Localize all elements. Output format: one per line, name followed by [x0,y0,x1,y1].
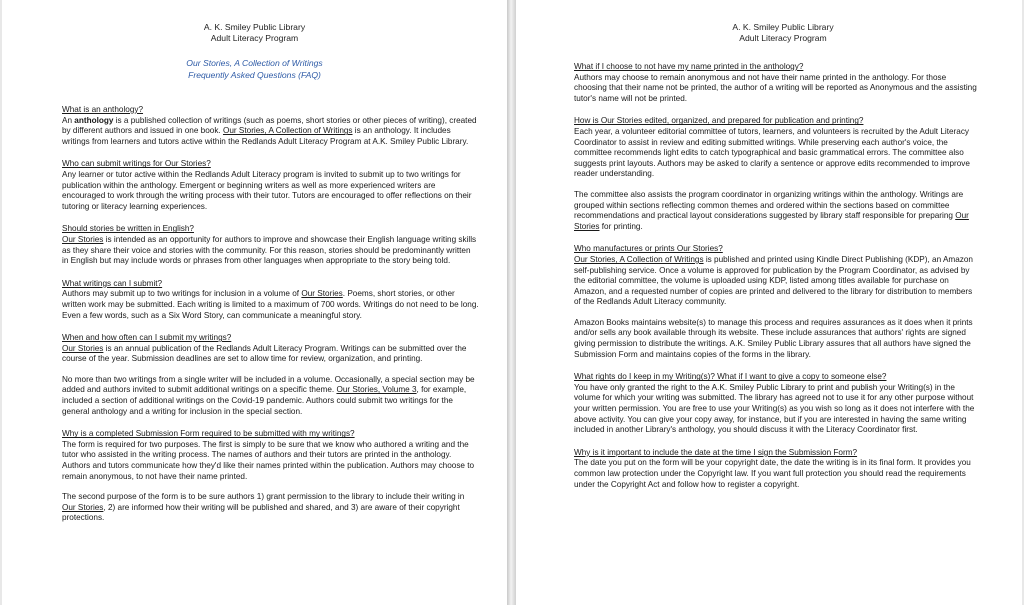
answer-text: The second purpose of the form is to be sure authors 1) grant permission to the library to include their writing in [62,492,465,502]
faq-answer-paragraph [574,255,978,308]
faq-section [574,62,978,104]
faq-answer-paragraph [574,383,978,436]
faq-section [574,116,978,232]
document-header [30,22,479,44]
answer-text: Amazon Books maintains website(s) to manage this process and requires assurances as it does when it prints and/or sells any book available through its website. These include assurances that authors' rights are signed giving permission to distribute the writings. A.K. Smiley Public Library assures that all authors have signed the Submission Form and maintains copies of the forms in the library. [574,317,973,359]
faq-answer-paragraph [62,344,479,365]
answer-text: Authors may submit up to two writings for inclusion in a volume of [62,289,302,299]
book-title-reference: Our Stories, A Collection of Writings [222,126,353,136]
program-name-right: Adult Literacy Program [739,33,827,43]
faq-answer-paragraph [574,73,978,105]
faq-question: Who can submit writings for Our Stories? [62,159,211,169]
faq-question: What if I choose to not have my name printed in the anthology? [574,62,804,71]
faq-section [62,429,479,524]
answer-text: . Poems, short stories, or other written work may be submitted. Each writing is limited to a maximum of 700 words. Writings do not need to be long. Even a few words, such as a Six Word Story, can communicate a meaningful story. [62,289,479,320]
faq-section [62,159,479,212]
left-faq-list [62,105,479,524]
answer-text: The form is required for two purposes. The first is simply to be sure that we know who authored a writing and the tutor who assisted in the writing process. The names of authors and their tutors are printed in the anthology. Authors and tutors communicate how they'd like their names printed within the publication. Authors may choose to remain anonymous, to not have their name printed. [62,439,475,481]
answer-text: The date you put on the form will be your copyright date, the date the writing is in its final form. It provides you common law protection under the Copyright law. If you want full protection you should read the requirements under the Copyright Act and follow how to register a copyright. [574,458,971,489]
faq-section [574,372,978,436]
document-title-block [30,58,479,81]
answer-text: is an annual publication of the Redlands Adult Literacy Program. Writings can be submitted over the course of the year. Submission deadlines are set to allow time for review, organization, and printing. [62,343,467,364]
faq-answer-paragraph [574,318,978,360]
answer-text: Each year, a volunteer editorial committee of tutors, learners, and volunteers is recruited by the Adult Literacy Coordinator to assist in review and editing submitted writings. While preserving each author's voice, the committee recommends light edits to catch typographical and basic grammatical errors. The committee also suggests print layouts. Authors may be asked to clarify a sentence or approve edits recommended to improve reader understanding. [574,126,970,179]
document-header-right [588,22,978,44]
faq-answer-paragraph [574,190,978,232]
answer-text: , for example, included a section of additional writings on the Covid-19 pandemic. Authors could submit two writings for the general anthology and a writing for inclusion in the special section. [62,385,467,416]
page-gutter [507,0,516,605]
answer-text: Any learner or tutor active within the Redlands Adult Literacy program is invited to submit up to two writings for publication within the anthology. Emergent or beginning writers as well as more experienced writers are encouraged to work through the writing process with their tutor. Tutors are encouraged to offer reflections on their tutoring or literacy learning experiences. [62,169,472,211]
answer-text: is an anthology. It includes writings from learners and tutors active within the Redlands Adult Literacy Program at A.K. Smiley Public Library. [62,126,469,146]
answer-text: You have only granted the right to the A.K. Smiley Public Library to print and publish your Writing(s) in the volume for which your writing was submitted. The library has agreed not to use it for any other purpose without your written permission. You are free to use your Writing(s) as you wish so long as it does not interfere with the above activity. You can give your copy away, for instance, but if you are interested in having the same writing included in another Library's anthology, you should discuss it with the Literacy Coordinator first. [574,382,975,435]
faq-answer-paragraph [62,116,479,148]
answer-text: for printing. [599,221,643,231]
answer-text: The committee also assists the program coordinator in organizing writings within the anthology. Writings are grouped within sections reflecting common themes and ordered within the sections based on committee recommendations and practical layout considerations suggested by library staff responsible for preparing [574,189,964,221]
document-subtitle: Frequently Asked Questions (FAQ) [188,69,321,80]
answer-text: is intended as an opportunity for authors to improve and showcase their English language writing skills as they share their voice and stories with the community. For this reason, stories should be predominantly written in English but may include words or phrases from other languages when appropriate to the story being told. [62,234,477,266]
book-title-reference: Our Stories [62,343,104,353]
faq-answer-paragraph [574,458,978,490]
faq-answer-paragraph [574,127,978,180]
faq-section [62,333,479,417]
faq-section [62,105,479,147]
right-page [516,0,1022,605]
faq-question: Should stories be written in English? [62,224,194,234]
book-title-reference: Our Stories, A Collection of Writings [574,254,704,264]
document-title: Our Stories, A Collection of Writings [186,58,323,68]
answer-text: is published and printed using Kindle Direct Publishing (KDP), an Amazon self-publishing service. Once a volume is approved for publication by the Program Coordinator, as advised by the editorial committee, the volume is uploaded using KDP, listed among titles available for purchase on Amazon, and a requested number of copies are printed and delivered to the library for distribution to members of the Redlands Adult Literacy community. [574,254,973,307]
answer-text: No more than two writings from a single writer will be included in a volume. Occasionally, a special section may be added and authors invited to submit additional writings on a specific theme. [62,374,475,395]
right-faq-list [574,62,978,490]
answer-text: , 2) are informed how their writing will be published and shared, and 3) are aware of their copyright protections. [62,502,460,523]
faq-question: What writings can I submit? [62,278,163,288]
answer-text: Authors may choose to remain anonymous and not have their name printed in the anthology. For those choosing that their name not be printed, the author of a writing will be reported as Anonymous and the assisting tutor's name will not be printed. [574,72,977,103]
faq-section [574,244,978,360]
faq-section [62,224,479,266]
faq-question: What is an anthology? [62,105,144,114]
book-title-reference: Our Stories, Volume 3 [336,385,417,395]
book-title-reference: Our Stories [62,234,104,244]
faq-answer-paragraph [62,492,479,524]
faq-answer-paragraph [62,375,479,417]
faq-question: What rights do I keep in my Writing(s)? What if I want to give a copy to someone else? [574,372,887,382]
book-title-reference: Our Stories [301,289,343,299]
book-title-reference: Our Stories [62,502,104,512]
faq-question: Why is a completed Submission Form required to be submitted with my writings? [62,429,355,439]
faq-question: Why is it important to include the date at the time I sign the Submission Form? [574,447,858,457]
bold-term: anthology [74,115,114,125]
answer-text: An [62,115,75,125]
library-name-right: A. K. Smiley Public Library [732,22,834,32]
faq-question: How is Our Stories edited, organized, and prepared for publication and printing? [574,116,864,126]
faq-section [62,279,479,321]
faq-question: Who manufactures or prints Our Stories? [574,244,723,254]
book-title-reference: Our Stories [574,211,969,231]
faq-answer-paragraph [62,170,479,212]
faq-answer-paragraph [62,440,479,482]
faq-question: When and how often can I submit my writings? [62,333,232,343]
answer-text: is a published collection of writings (such as poems, short stories or other pieces of writing), created by different authors and issued in one book. [62,115,477,136]
faq-answer-paragraph [62,289,479,321]
library-name: A. K. Smiley Public Library [203,22,306,32]
program-name: Adult Literacy Program [210,33,299,43]
left-page [2,0,507,605]
faq-answer-paragraph [62,235,479,267]
faq-section [574,448,978,490]
